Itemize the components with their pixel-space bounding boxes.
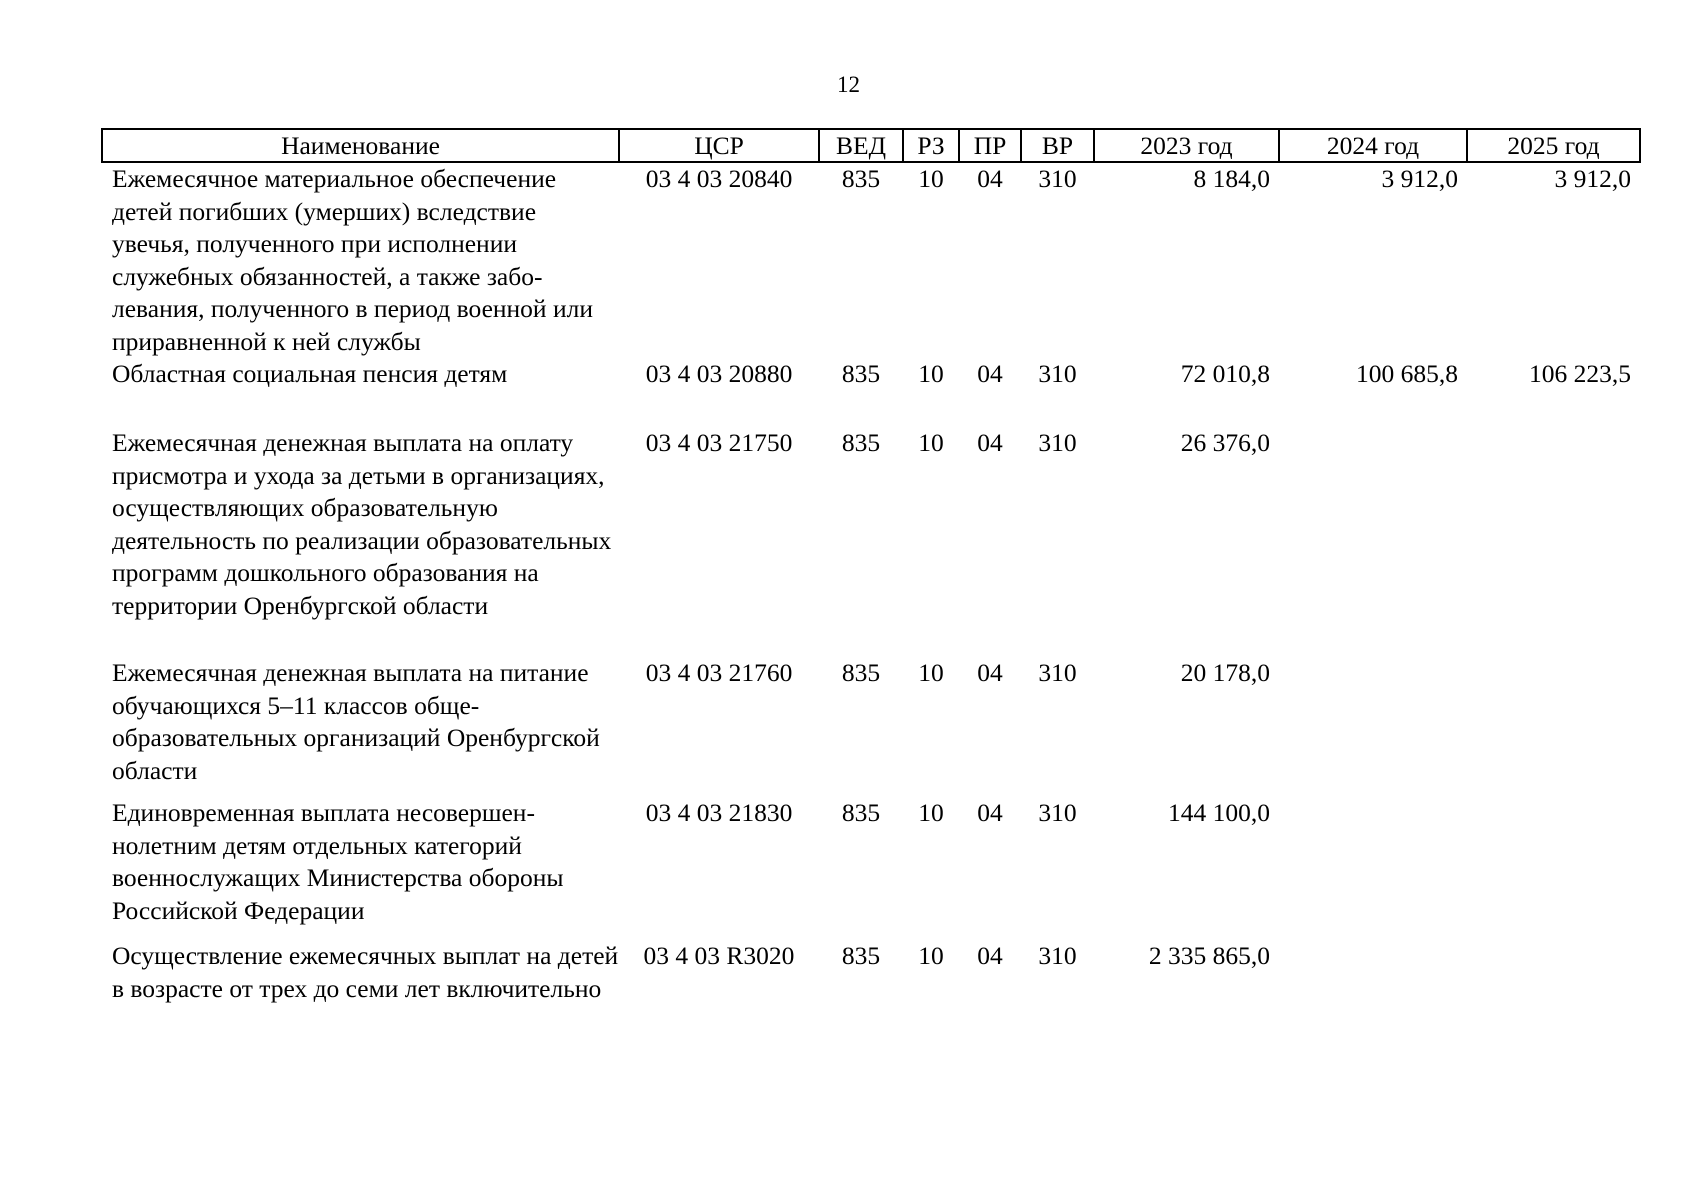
table-row	[102, 358, 1640, 427]
row-amount-2024	[1279, 657, 1467, 797]
page-number: 12	[837, 72, 860, 97]
row-vr: 310	[1038, 941, 1077, 970]
row-pr: 04	[977, 428, 1003, 457]
row-name: Единовременная выплата несовершеннолетним детям отдельных категорий военнослужащих Министерства обороны Российской Федерации	[112, 798, 564, 925]
budget-table	[101, 128, 1641, 1040]
row-rz: 10	[918, 941, 944, 970]
table-row	[102, 797, 1640, 940]
row-ved: 835	[841, 658, 881, 687]
row-amount-2023: 8 184,0	[1193, 164, 1270, 193]
row-amount-2025	[1467, 427, 1640, 657]
row-amount-2023: 2 335 865,0	[1148, 941, 1270, 970]
row-amount-2025: 3 912,0	[1554, 164, 1631, 193]
row-amount-2023: 144 100,0	[1168, 798, 1270, 827]
row-amount-2024	[1279, 940, 1467, 1040]
row-pr: 04	[977, 798, 1003, 827]
row-amount-2025	[1467, 797, 1640, 940]
column-header-ved: ВЕД	[819, 129, 903, 162]
row-ved: 835	[841, 164, 881, 193]
column-header-pr: ПР	[959, 129, 1021, 162]
row-vr: 310	[1038, 428, 1077, 457]
row-amount-2025: 106 223,5	[1529, 359, 1631, 388]
row-name: Осуществление ежемесячных выплат на детей в возрасте от трех до семи лет включительно	[112, 941, 619, 1003]
row-csr: 03 4 03 21830	[645, 798, 793, 827]
row-csr: 03 4 03 R3020	[643, 941, 795, 970]
row-vr: 310	[1038, 658, 1077, 687]
row-csr: 03 4 03 21750	[645, 428, 793, 457]
row-amount-2023: 20 178,0	[1180, 658, 1270, 687]
table-header-row	[102, 129, 1640, 162]
table-row	[102, 657, 1640, 797]
row-csr: 03 4 03 20880	[645, 359, 793, 388]
row-vr: 310	[1038, 359, 1077, 388]
table-row	[102, 427, 1640, 657]
row-amount-2024: 3 912,0	[1381, 164, 1458, 193]
row-rz: 10	[918, 798, 944, 827]
row-pr: 04	[977, 941, 1003, 970]
row-name: Областная социальная пенсия детям	[112, 359, 508, 388]
row-amount-2023: 26 376,0	[1180, 428, 1270, 457]
row-amount-2025	[1467, 940, 1640, 1040]
row-amount-2025	[1467, 657, 1640, 797]
row-ved: 835	[841, 359, 881, 388]
column-header-2024: 2024 год	[1279, 129, 1467, 162]
row-name: Ежемесячное материальное обеспечение детей погибших (умерших) вследствие увечья, полученного при исполнении служебных обязанностей, а также заболевания, полученного в период военной или приравненной к ней службы	[112, 164, 593, 356]
row-ved: 835	[841, 798, 881, 827]
table-row	[102, 940, 1640, 1040]
row-csr: 03 4 03 20840	[645, 164, 793, 193]
row-ved: 835	[841, 941, 881, 970]
column-header-2023: 2023 год	[1094, 129, 1279, 162]
row-rz: 10	[918, 164, 944, 193]
row-rz: 10	[918, 428, 944, 457]
row-amount-2024	[1279, 427, 1467, 657]
table-row	[102, 162, 1640, 358]
column-header-2025: 2025 год	[1467, 129, 1640, 162]
row-amount-2023: 72 010,8	[1180, 359, 1270, 388]
column-header-csr: ЦСР	[619, 129, 819, 162]
row-pr: 04	[977, 164, 1003, 193]
column-header-vr: ВР	[1021, 129, 1094, 162]
row-pr: 04	[977, 658, 1003, 687]
row-name: Ежемесячная денежная выплата на оплату присмотра и ухода за детьми в организациях, осуществляющих образовательную деятельность по реализации образовательных программ дошкольного образования на территории Оренбургской области	[112, 428, 612, 620]
column-header-rz: РЗ	[903, 129, 959, 162]
row-vr: 310	[1038, 798, 1077, 827]
row-rz: 10	[918, 658, 944, 687]
row-name: Ежемесячная денежная выплата на питание обучающихся 5–11 классов общеобразовательных организаций Оренбургской области	[112, 658, 600, 785]
row-amount-2024: 100 685,8	[1356, 359, 1458, 388]
row-amount-2024	[1279, 797, 1467, 940]
row-pr: 04	[977, 359, 1003, 388]
row-vr: 310	[1038, 164, 1077, 193]
row-rz: 10	[918, 359, 944, 388]
row-ved: 835	[841, 428, 881, 457]
row-csr: 03 4 03 21760	[645, 658, 793, 687]
column-header-name: Наименование	[102, 129, 619, 162]
